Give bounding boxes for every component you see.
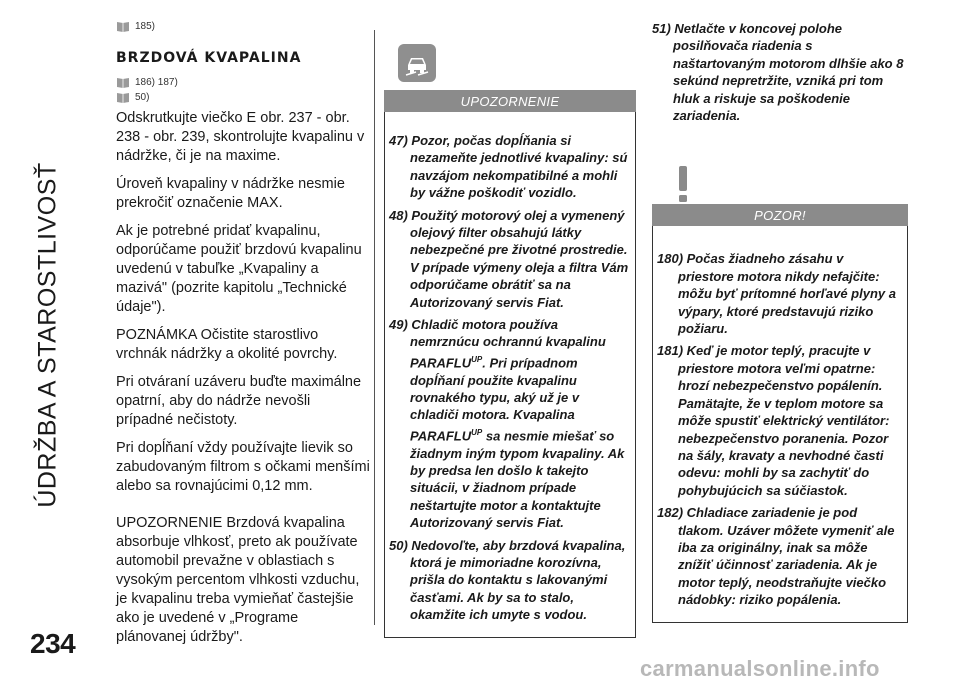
exclamation-warning-icon <box>664 164 702 204</box>
car-warning-icon <box>398 44 436 82</box>
warning-item: 49) Chladič motora používa nemrznúcu ochrannú kvapalinu $PARAFLU^{UP}$. Pri prípadnom dopĺňaní použite kvapalinu rovnakého typu, aký už je v chladiči motora. Kvapalina $PARAFLU^{UP}$ sa nesmie miešať so žiadnym iným typom kvapaliny. Ak by predsa len došlo k takejto situácii, v žiadnom prípade neštartujte motor a kontaktujte Autorizovaný servis Fiat. <box>389 317 625 531</box>
caution-item: 180) Počas žiadneho zásahu v priestore motora nikdy nefajčite: môžu byť prítomné horľavé plyny a výpary, ktoré predstavujú riziko požiaru. <box>657 251 896 337</box>
note-ref: 186) 187) <box>135 76 178 88</box>
paragraph: Pri otváraní uzáveru buďte maximálne opatrní, aby do nádrže nevošli prípadné nečistoty. <box>116 374 362 428</box>
paragraph: Odskrutkujte viečko E obr. 237 - obr. 238 - obr. 239, skontrolujte kvapalinu v nádržke, či je na maxime. <box>116 110 365 164</box>
warning-panel <box>384 44 636 638</box>
warning-item: 50) Nedovoľte, aby brzdová kvapalina, ktorá je mimoriadne korozívna, prišla do kontaktu s lakovanými časťami. Ak by sa to stalo, okamžite ich umyte s vodou. <box>389 537 626 623</box>
caution-item: 181) Keď je motor teplý, pracujte v priestore motora veľmi opatrne: hrozí nebezpečenstvo popálenín. Pamätajte, že v teplom motore sa môže spustiť elektrický ventilátor: nebezpečenstvo poranenia. Pozor na šály, kravaty a nevhodné časti odevu: mohli by sa zachytiť do pohybujúcich sa súčiastok. <box>657 343 890 498</box>
right-column <box>652 20 908 623</box>
book-icon <box>116 91 130 103</box>
watermark: carmanualsonline.info <box>640 656 880 681</box>
warning-item: 47) Pozor, počas dopĺňania si nezameňte jednotlivé kvapaliny: sú navzájom nekompatibilné a mohli by vážne poškodiť vozidlo. <box>389 133 628 201</box>
paragraph: POZNÁMKA Očistite starostlivo vrchnák nádržky a okolité povrchy. <box>116 327 338 362</box>
paragraph: Ak je potrebné pridať kvapalinu, odporúčame použiť brzdovú kvapalinu uvedenú v tabuľke „Kvapaliny a mazivá" (pozrite kapitolu „Technické údaje"). <box>116 223 362 315</box>
caution-item: 182) Chladiace zariadenie je pod tlakom. Uzáver môžete vymeniť ale iba za originálny, inak sa môže znížiť účinnosť zariadenia. Ak je motor teplý, neodstraňujte viečko nádobky: riziko popálenia. <box>657 505 895 608</box>
caution-panel <box>652 164 908 622</box>
column-divider <box>374 30 375 625</box>
caution-banner: POZOR! <box>652 204 908 226</box>
superscript: UP <box>471 354 483 364</box>
paragraph: Úroveň kvapaliny v nádržke nesmie prekročiť označenie MAX. <box>116 176 345 211</box>
note-ref-row <box>116 20 370 32</box>
note-ref-row <box>116 76 370 88</box>
superscript: UP <box>471 427 483 437</box>
caution-box <box>652 226 908 622</box>
left-column <box>116 20 370 656</box>
warning-banner: UPOZORNENIE <box>384 90 636 112</box>
warning-item: 51) Netlačte v koncovej polohe posilňovača riadenia s naštartovaným motorom dlhšie ako 8 sekúnd nepretržite, vzniká pri tom hluk a riskuje sa poškodenie zariadenia. <box>652 21 904 124</box>
warning-item: 48) Použitý motorový olej a vymenený olejový filter obsahujú látky nebezpečné pre životné prostredie. V prípade výmeny oleja a filtra Vám odporúčame obrátiť sa na Autorizovaný servis Fiat. <box>389 207 629 310</box>
section-heading: BRZDOVÁ KVAPALINA <box>116 50 302 66</box>
book-icon <box>116 20 130 32</box>
note-ref: 50) <box>135 91 150 103</box>
chapter-title: ÚDRŽBA A STAROSTLIVOSŤ <box>33 162 62 508</box>
note-ref-row <box>116 91 370 103</box>
page-number: 234 <box>30 628 76 659</box>
book-icon <box>116 76 130 88</box>
paragraph: Pri dopĺňaní vždy používajte lievik so zabudovaným filtrom s očkami menšími alebo sa rovnajúcimi 0,12 mm. <box>116 440 370 494</box>
paragraph: UPOZORNENIE Brzdová kvapalina absorbuje vlhkosť, preto ak používate automobil prevažne v oblastiach s vysokým percentom vlhkosti vzduchu, je kvapalinu treba vymieňať častejšie ako je uvedené v „Programe plánovanej údržby". <box>116 515 360 645</box>
note-ref: 185) <box>135 20 156 32</box>
warning-sign-area <box>384 44 446 90</box>
warning-box <box>384 112 636 638</box>
